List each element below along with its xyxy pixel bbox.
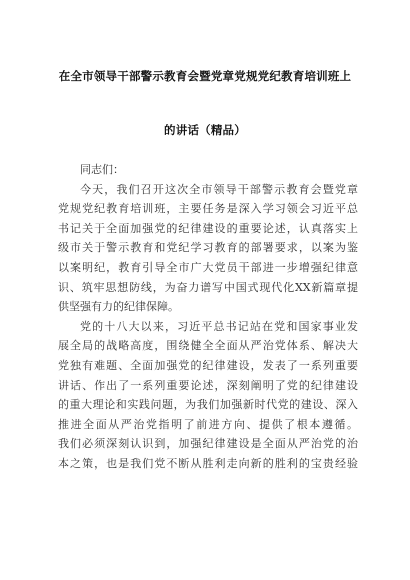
paragraph-1-line: 今天，我们召开这次全市领导干部警示教育会暨党章	[80, 182, 358, 196]
paragraph-2-line: 本之策，也是我们党不断从胜利走向新的胜利的宝贵经验	[58, 456, 358, 470]
paragraph-1-line: 以案明纪，教育引导全市广大党员干部进一步增强纪律意	[58, 260, 358, 274]
document-title-line-2: 的讲话（精品）	[164, 123, 246, 137]
paragraph-2-line: 推进全面从严治党指明了前进方向、提供了根本遵循。	[58, 417, 358, 431]
document-title-line-1: 在全市领导干部警示教育会暨党章党规党纪教育培训班上	[58, 69, 352, 83]
paragraph-1-line: 识、筑牢思想防线，为奋力谱写中国式现代化XX新篇章提	[58, 280, 358, 294]
paragraph-2-line: 党独有难题、全面加强党的纪律建设，发表了一系列重要	[58, 358, 358, 372]
paragraph-2-line: 讲话、作出了一系列重要论述，深刻阐明了党的纪律建设	[58, 378, 358, 392]
paragraph-1-line: 供坚强有力的纪律保障。	[58, 300, 179, 314]
paragraph-1-line: 级市关于警示教育和党纪学习教育的部署要求，以案为鉴	[58, 241, 358, 255]
paragraph-2-line: 的重大理论和实践问题，为我们加强新时代党的建设、深入	[58, 398, 358, 412]
paragraph-2-line: 我们必须深刻认识到，加强纪律建设是全面从严治党的治	[58, 437, 358, 451]
paragraph-2-line: 党的十八大以来，习近平总书记站在党和国家事业发	[80, 319, 358, 333]
paragraph-2-line: 展全局的战略高度，围绕健全全面从严治党体系、解决大	[58, 339, 358, 353]
paragraph-1-line: 书记关于全面加强党的纪律建设的重要论述，认真落实上	[58, 221, 358, 235]
document-body	[58, 160, 358, 474]
salutation: 同志们：	[80, 163, 124, 176]
paragraph-1-line: 党规党纪教育培训班，主要任务是深入学习领会习近平总	[58, 202, 358, 216]
